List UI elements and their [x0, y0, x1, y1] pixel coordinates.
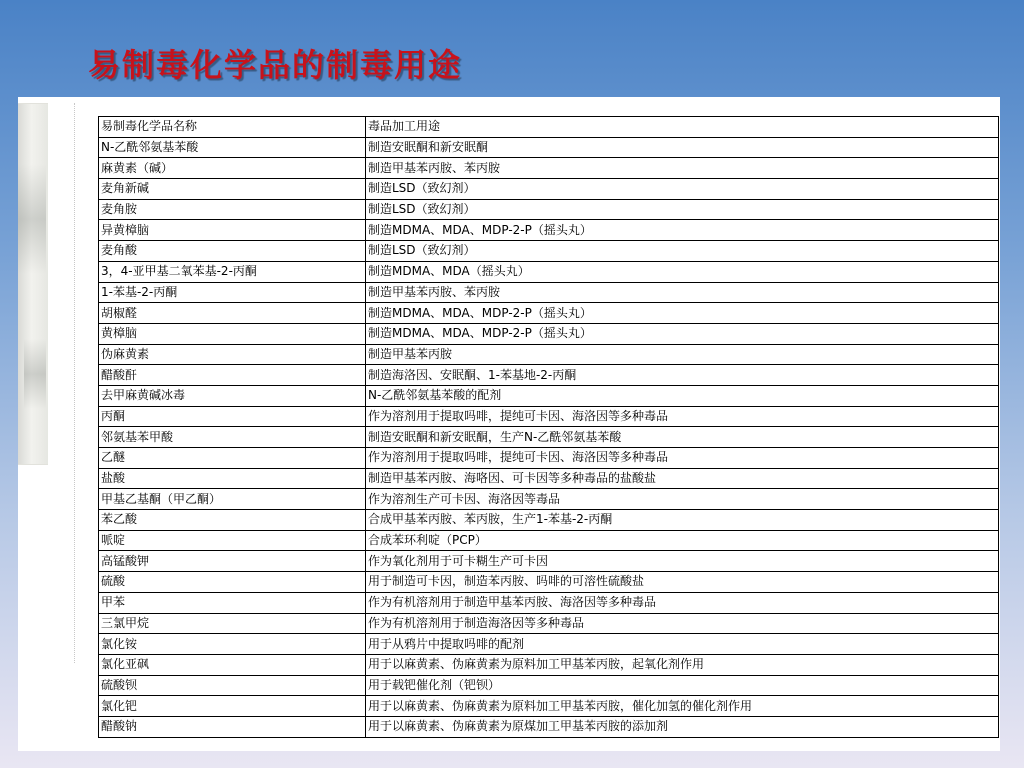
- drug-use-cell: 用于制造可卡因，制造苯丙胺、吗啡的可溶性硫酸盐: [366, 572, 999, 593]
- chemical-name-cell: 去甲麻黄碱冰毒: [99, 385, 366, 406]
- table-row: [99, 468, 999, 489]
- drug-use-cell: 制造MDMA、MDA、MDP-2-P（摇头丸）: [366, 323, 999, 344]
- table-row: [99, 406, 999, 427]
- table-row: [99, 385, 999, 406]
- chemical-name-cell: 苯乙酸: [99, 510, 366, 531]
- table-row: [99, 675, 999, 696]
- drug-use-cell: 用于从鸦片中提取吗啡的配剂: [366, 634, 999, 655]
- chemical-name-cell: 高锰酸钾: [99, 551, 366, 572]
- chemical-name-cell: 乙醚: [99, 448, 366, 469]
- chemical-name-cell: 邻氨基苯甲酸: [99, 427, 366, 448]
- drug-use-cell: 制造LSD（致幻剂）: [366, 241, 999, 262]
- chemical-name-cell: 氯化铵: [99, 634, 366, 655]
- drug-use-cell: 制造安眠酮和新安眠酮: [366, 137, 999, 158]
- drug-use-cell: 制造MDMA、MDA、MDP-2-P（摇头丸）: [366, 220, 999, 241]
- chemical-name-cell: 胡椒醛: [99, 303, 366, 324]
- drug-use-cell: 作为溶剂生产可卡因、海洛因等毒品: [366, 489, 999, 510]
- drug-use-cell: 用于以麻黄素、伪麻黄素为原料加工甲基苯丙胺，催化加氢的催化剂作用: [366, 696, 999, 717]
- table-row: [99, 282, 999, 303]
- chemical-name-cell: 氯化亚砜: [99, 654, 366, 675]
- table-row: [99, 613, 999, 634]
- drug-use-cell: 制造甲基苯丙胺、苯丙胺: [366, 282, 999, 303]
- table-row: [99, 261, 999, 282]
- chemical-name-cell: 伪麻黄素: [99, 344, 366, 365]
- table-row: [99, 572, 999, 593]
- chemical-name-cell: 麦角酸: [99, 241, 366, 262]
- decorative-photo: [18, 103, 48, 465]
- chemical-name-cell: 甲基乙基酮（甲乙酮）: [99, 489, 366, 510]
- chemical-name-cell: 硫酸钡: [99, 675, 366, 696]
- chemical-name-cell: 醋酸酐: [99, 365, 366, 386]
- table-row: [99, 592, 999, 613]
- drug-use-cell: 制造LSD（致幻剂）: [366, 179, 999, 200]
- slide-title: 易制毒化学品的制毒用途: [88, 46, 463, 84]
- photo-shade: [18, 164, 46, 274]
- chemical-name-cell: 1-苯基-2-丙酮: [99, 282, 366, 303]
- table-row: [99, 365, 999, 386]
- chemical-name-cell: 盐酸: [99, 468, 366, 489]
- content-panel: [18, 97, 1000, 751]
- drug-use-cell: 作为溶剂用于提取吗啡，提纯可卡因、海洛因等多种毒品: [366, 448, 999, 469]
- drug-use-cell: N-乙酰邻氨基苯酸的配剂: [366, 385, 999, 406]
- drug-use-cell: 制造安眠酮和新安眠酮，生产N-乙酰邻氨基苯酸: [366, 427, 999, 448]
- table-row: [99, 344, 999, 365]
- drug-use-cell: 制造海洛因、安眠酮、1-苯基地-2-丙酮: [366, 365, 999, 386]
- header-drug-use: 毒品加工用途: [366, 117, 999, 138]
- drug-use-cell: 用于以麻黄素、伪麻黄素为原料加工甲基苯丙胺，起氧化剂作用: [366, 654, 999, 675]
- drug-use-cell: 作为有机溶剂用于制造海洛因等多种毒品: [366, 613, 999, 634]
- chemical-name-cell: 三氯甲烷: [99, 613, 366, 634]
- table-row: [99, 696, 999, 717]
- table-row: [99, 427, 999, 448]
- chemical-name-cell: 氯化钯: [99, 696, 366, 717]
- table-row: [99, 510, 999, 531]
- table-row: [99, 323, 999, 344]
- table-row: [99, 530, 999, 551]
- table-row: [99, 241, 999, 262]
- drug-use-cell: 作为氧化剂用于可卡糊生产可卡因: [366, 551, 999, 572]
- dotted-divider: [74, 103, 75, 663]
- header-chemical-name: 易制毒化学品名称: [99, 117, 366, 138]
- table-row: [99, 303, 999, 324]
- chemical-name-cell: 麦角新碱: [99, 179, 366, 200]
- table-row: [99, 654, 999, 675]
- drug-use-cell: 制造甲基苯丙胺、海咯因、可卡因等多种毒品的盐酸盐: [366, 468, 999, 489]
- drug-use-cell: 制造甲基苯丙胺、苯丙胺: [366, 158, 999, 179]
- drug-use-cell: 制造MDMA、MDA、MDP-2-P（摇头丸）: [366, 303, 999, 324]
- chemical-name-cell: 麦角胺: [99, 199, 366, 220]
- drug-use-cell: 合成甲基苯丙胺、苯丙胺，生产1-苯基-2-丙酮: [366, 510, 999, 531]
- table-row: [99, 199, 999, 220]
- chemical-name-cell: 丙酮: [99, 406, 366, 427]
- table-row: [99, 716, 999, 737]
- table-row: [99, 158, 999, 179]
- photo-shade: [24, 339, 46, 409]
- drug-use-cell: 制造LSD（致幻剂）: [366, 199, 999, 220]
- drug-use-cell: 制造甲基苯丙胺: [366, 344, 999, 365]
- precursor-chemicals-table: [98, 116, 999, 738]
- table-row: [99, 179, 999, 200]
- chemical-name-cell: 哌啶: [99, 530, 366, 551]
- table-row: [99, 137, 999, 158]
- table-row: [99, 551, 999, 572]
- drug-use-cell: 合成苯环利啶（PCP）: [366, 530, 999, 551]
- chemical-name-cell: 醋酸钠: [99, 716, 366, 737]
- chemical-name-cell: 麻黄素（碱）: [99, 158, 366, 179]
- drug-use-cell: 用于载钯催化剂（钯钡）: [366, 675, 999, 696]
- table-row: [99, 489, 999, 510]
- drug-use-cell: 作为有机溶剂用于制造甲基苯丙胺、海洛因等多种毒品: [366, 592, 999, 613]
- chemical-name-cell: 3，4-亚甲基二氧苯基-2-丙酮: [99, 261, 366, 282]
- chemical-name-cell: N-乙酰邻氨基苯酸: [99, 137, 366, 158]
- drug-use-cell: 用于以麻黄素、伪麻黄素为原煤加工甲基苯丙胺的添加剂: [366, 716, 999, 737]
- chemical-name-cell: 硫酸: [99, 572, 366, 593]
- drug-use-cell: 作为溶剂用于提取吗啡，提纯可卡因、海洛因等多种毒品: [366, 406, 999, 427]
- table-row: [99, 448, 999, 469]
- chemical-name-cell: 甲苯: [99, 592, 366, 613]
- table-row: [99, 634, 999, 655]
- table-header-row: [99, 117, 999, 138]
- drug-use-cell: 制造MDMA、MDA（摇头丸）: [366, 261, 999, 282]
- table-row: [99, 220, 999, 241]
- chemical-name-cell: 异黄樟脑: [99, 220, 366, 241]
- chemical-name-cell: 黄樟脑: [99, 323, 366, 344]
